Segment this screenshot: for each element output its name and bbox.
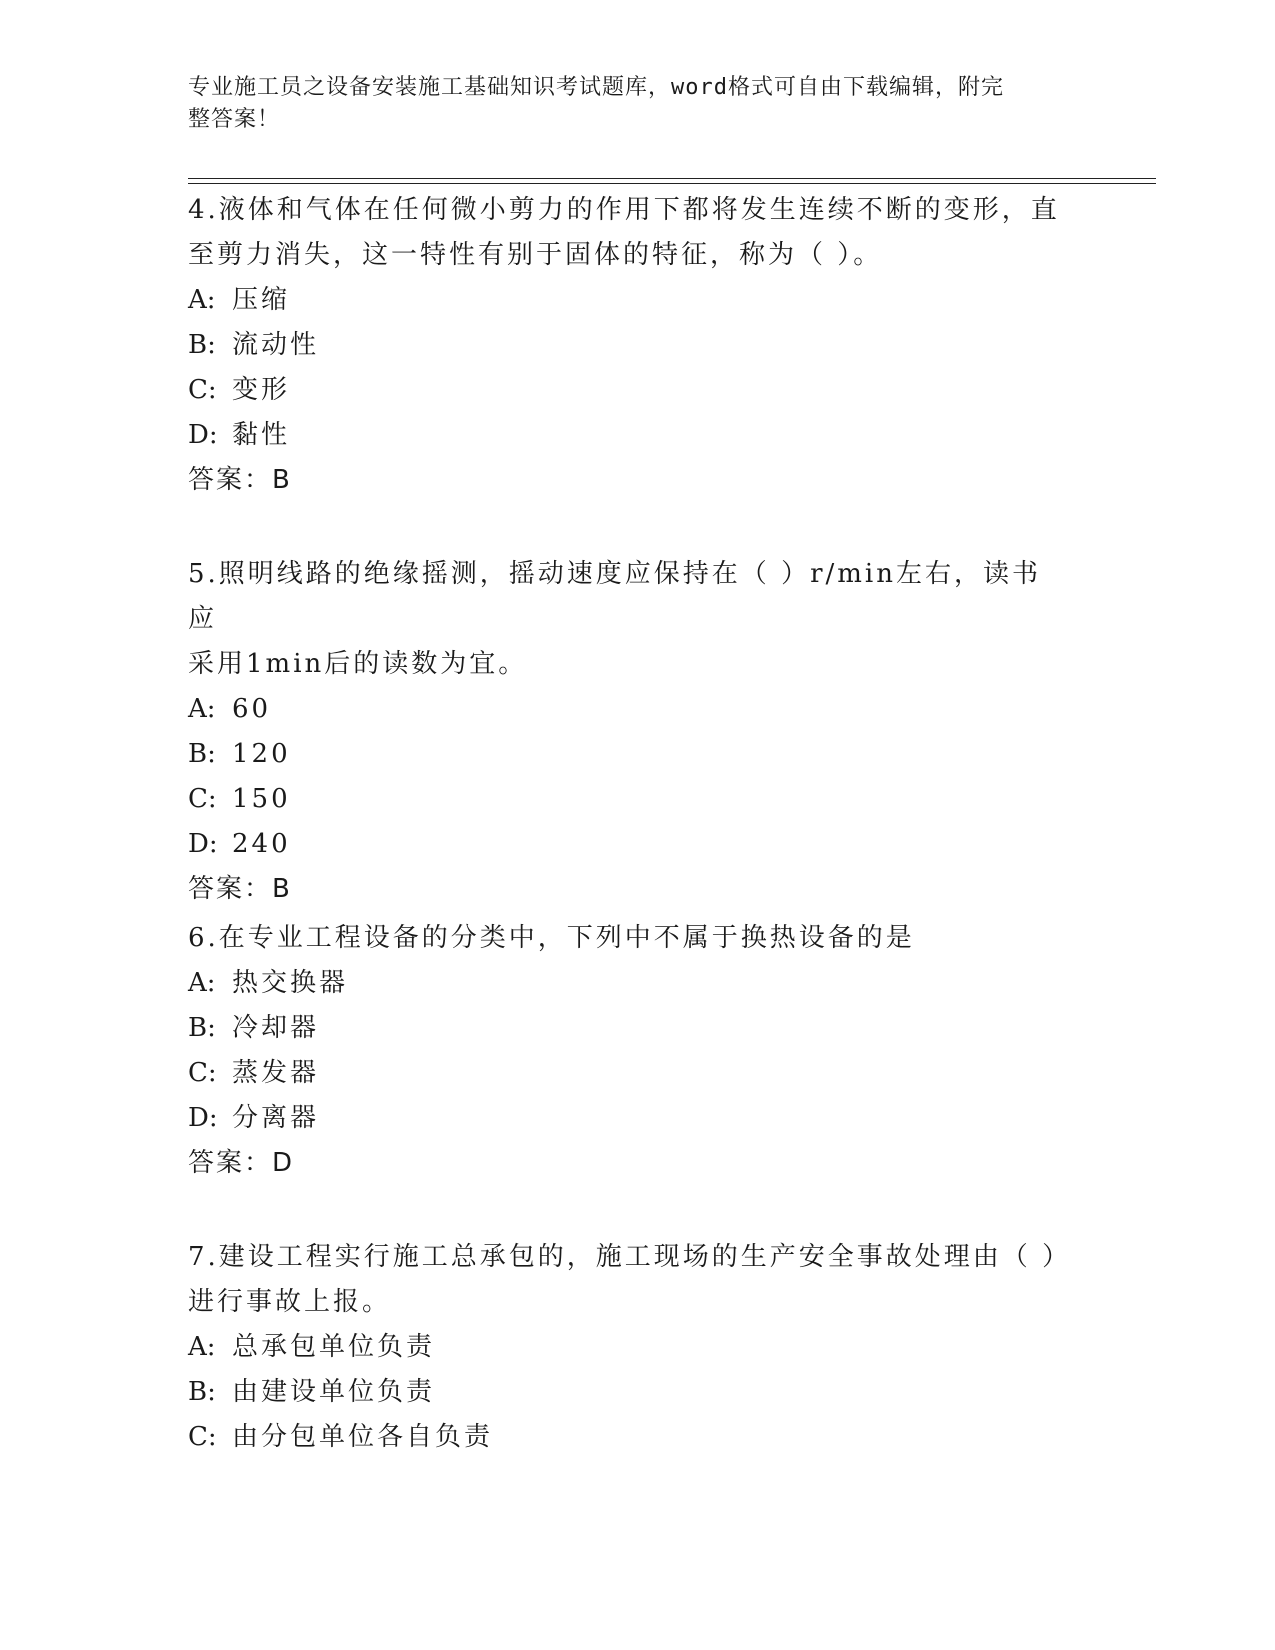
question-stem-line: 至剪力消失，这一特性有别于固体的特征，称为（ ）。 (188, 240, 883, 270)
option-d (188, 413, 1068, 458)
option-letter: D: (188, 829, 218, 859)
option-text: 由建设单位负责 (232, 1377, 436, 1407)
question-stem-line: 进行事故上报。 (188, 1287, 392, 1317)
question-stem-line: 7.建设工程实行施工总承包的，施工现场的生产安全事故处理由（ ） (188, 1242, 1072, 1272)
option-text: 蒸发器 (232, 1058, 320, 1088)
option-b (188, 323, 1068, 368)
header-line-1: 专业施工员之设备安装施工基础知识考试题库，word格式可自由下载编辑，附完 (188, 75, 1004, 100)
option-text: 120 (232, 739, 291, 769)
option-text: 冷却器 (232, 1013, 320, 1043)
question-stem-line: 采用1min后的读数为宜。 (188, 649, 528, 679)
option-text: 60 (232, 694, 272, 724)
option-c (188, 1051, 1068, 1096)
option-letter: C: (188, 1422, 217, 1452)
question-6 (188, 916, 1068, 1186)
option-letter: B: (188, 1377, 216, 1407)
option-d (188, 1096, 1068, 1141)
question-5 (188, 552, 1068, 912)
option-a (188, 278, 1068, 323)
option-letter: A: (188, 1332, 216, 1362)
header-divider-top (188, 178, 1156, 179)
option-d (188, 822, 1068, 867)
option-letter: C: (188, 784, 217, 814)
option-letter: B: (188, 1013, 216, 1043)
option-text: 压缩 (232, 285, 291, 315)
option-letter: D: (188, 1103, 218, 1133)
option-c (188, 777, 1068, 822)
question-7 (188, 1235, 1072, 1460)
option-text: 热交换器 (232, 968, 349, 998)
option-text: 240 (232, 829, 291, 859)
option-letter: B: (188, 739, 216, 769)
header-line-2: 整答案！ (188, 107, 281, 132)
option-text: 150 (232, 784, 291, 814)
option-letter: A: (188, 968, 216, 998)
option-a (188, 687, 1068, 732)
option-c (188, 1415, 1068, 1460)
question-4 (188, 188, 1068, 503)
question-stem-line: 6.在专业工程设备的分类中，下列中不属于换热设备的是 (188, 923, 915, 953)
answer-line: 答案：B (188, 874, 292, 904)
option-letter: B: (188, 330, 216, 360)
option-letter: A: (188, 285, 216, 315)
answer-line: 答案：D (188, 1148, 295, 1178)
option-text: 分离器 (232, 1103, 320, 1133)
document-header (188, 72, 1068, 136)
option-b (188, 732, 1068, 777)
question-stem-line: 4.液体和气体在任何微小剪力的作用下都将发生连续不断的变形，直 (188, 195, 1060, 225)
option-text: 黏性 (232, 420, 291, 450)
option-letter: A: (188, 694, 216, 724)
header-divider-bottom (188, 183, 1156, 184)
option-a (188, 961, 1068, 1006)
option-c (188, 368, 1068, 413)
option-b (188, 1370, 1068, 1415)
question-stem-line: 5.照明线路的绝缘摇测，摇动速度应保持在（ ）r/min左右，读书应 (188, 559, 1041, 634)
option-a (188, 1325, 1068, 1370)
option-b (188, 1006, 1068, 1051)
option-text: 流动性 (232, 330, 320, 360)
option-letter: C: (188, 1058, 217, 1088)
answer-line: 答案：B (188, 465, 292, 495)
option-text: 总承包单位负责 (232, 1332, 436, 1362)
option-letter: D: (188, 420, 218, 450)
option-text: 由分包单位各自负责 (232, 1422, 494, 1452)
option-text: 变形 (232, 375, 291, 405)
option-letter: C: (188, 375, 217, 405)
